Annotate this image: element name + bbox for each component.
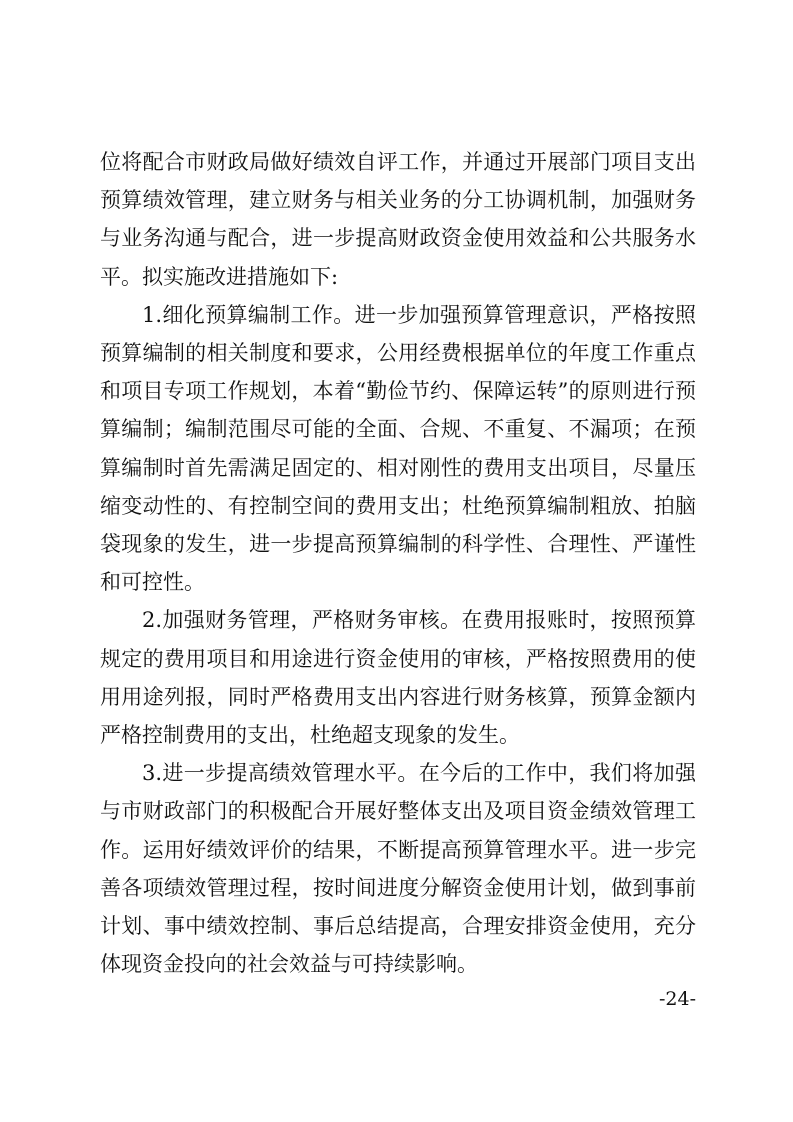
page-number: -24-: [658, 988, 696, 1010]
paragraph-measure-3: 3.进一步提高绩效管理水平。在今后的工作中，我们将加强与市财政部门的积极配合开展好整体支出及项目资金绩效管理工作。运用好绩效评价的结果，不断提高预算管理水平。进一步完善各项绩效管理过程，按时间进度分解资金使用计划，做到事前计划、事中绩效控制、事后总结提高，合理安排资金使用，充分体现资金投向的社会效益与可持续影响。: [100, 761, 696, 977]
paragraph-continuation: 位将配合市财政局做好绩效自评工作，并通过开展部门项目支出预算绩效管理，建立财务与相关业务的分工协调机制，加强财务与业务沟通与配合，进一步提高财政资金使用效益和公共服务水平。拟实施改进措施如下:: [100, 150, 696, 289]
paragraph-measure-2: 2.加强财务管理，严格财务审核。在费用报账时，按照预算规定的费用项目和用途进行资金使用的审核，严格按照费用的使用用途列报，同时严格费用支出内容进行财务核算，预算金额内严格控制费用的支出，杜绝超支现象的发生。: [100, 608, 696, 748]
document-body: [100, 143, 696, 983]
paragraph-measure-1: 1.细化预算编制工作。进一步加强预算管理意识，严格按照预算编制的相关制度和要求，公用经费根据单位的年度工作重点和项目专项工作规划，本着“勤俭节约、保障运转”的原则进行预算编制；编制范围尽可能的全面、合规、不重复、不漏项；在预算编制时首先需满足固定的、相对刚性的费用支出项目，尽量压缩变动性的、有控制空间的费用支出；杜绝预算编制粗放、拍脑袋现象的发生，进一步提高预算编制的科学性、合理性、严谨性和可控性。: [100, 302, 696, 595]
